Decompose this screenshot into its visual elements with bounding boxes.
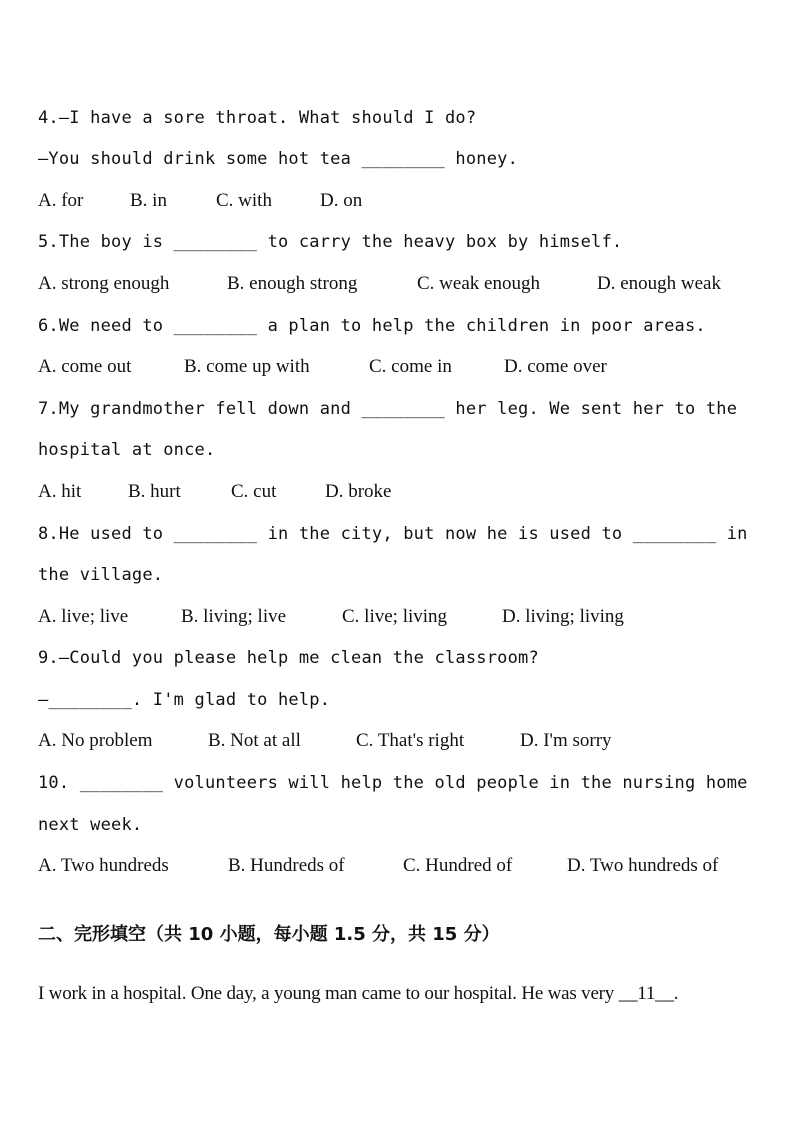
option-a: A. come out [38, 356, 132, 377]
option-c: C. come in [369, 356, 452, 377]
question-10-line-2: next week. [38, 815, 143, 835]
option-b: B. Hundreds of [228, 855, 345, 876]
option-c: C. cut [231, 481, 277, 502]
option-c: C. weak enough [417, 273, 540, 294]
option-a: A. strong enough [38, 273, 170, 294]
question-4-line-1: 4.—I have a sore throat. What should I do? [38, 108, 477, 128]
option-b: B. enough strong [227, 273, 358, 294]
question-8-line-2: the village. [38, 565, 164, 585]
question-7-line-1: 7.My grandmother fell down and ________ her leg. We sent her to the [38, 399, 738, 419]
option-d: D. Two hundreds of [567, 855, 719, 876]
option-c: C. live; living [342, 606, 448, 627]
option-b: B. Not at all [208, 730, 301, 751]
question-8-line-1: 8.He used to ________ in the city, but now he is used to ________ in [38, 524, 748, 544]
question-6-line-1: 6.We need to ________ a plan to help the children in poor areas. [38, 316, 706, 336]
option-a: A. hit [38, 481, 82, 502]
option-d: D. living; living [502, 606, 624, 627]
question-9-line-2: —________. I'm glad to help. [38, 690, 331, 710]
option-d: D. come over [504, 356, 607, 377]
option-a: A. Two hundreds [38, 855, 169, 876]
passage-line-1: I work in a hospital. One day, a young man came to our hospital. He was very __11__. [38, 983, 679, 1004]
option-a: A. for [38, 190, 84, 211]
question-10-line-1: 10. ________ volunteers will help the old people in the nursing home [38, 773, 748, 793]
question-4-line-2: —You should drink some hot tea ________ honey. [38, 149, 519, 169]
option-a: A. live; live [38, 606, 129, 627]
section-heading: 二、完形填空（共 10 小题，每小题 1.5 分，共 15 分） [38, 924, 500, 945]
question-5-line-1: 5.The boy is ________ to carry the heavy box by himself. [38, 232, 623, 252]
question-9-line-1: 9.—Could you please help me clean the classroom? [38, 648, 539, 668]
option-d: D. broke [325, 481, 392, 502]
option-d: D. enough weak [597, 273, 721, 294]
option-b: B. living; live [181, 606, 287, 627]
option-b: B. hurt [128, 481, 181, 502]
option-d: D. I'm sorry [520, 730, 612, 751]
option-b: B. come up with [184, 356, 310, 377]
option-c: C. That's right [356, 730, 465, 751]
option-d: D. on [320, 190, 363, 211]
option-c: C. Hundred of [403, 855, 513, 876]
question-7-line-2: hospital at once. [38, 440, 216, 460]
option-b: B. in [130, 190, 167, 211]
option-c: C. with [216, 190, 272, 211]
option-a: A. No problem [38, 730, 153, 751]
